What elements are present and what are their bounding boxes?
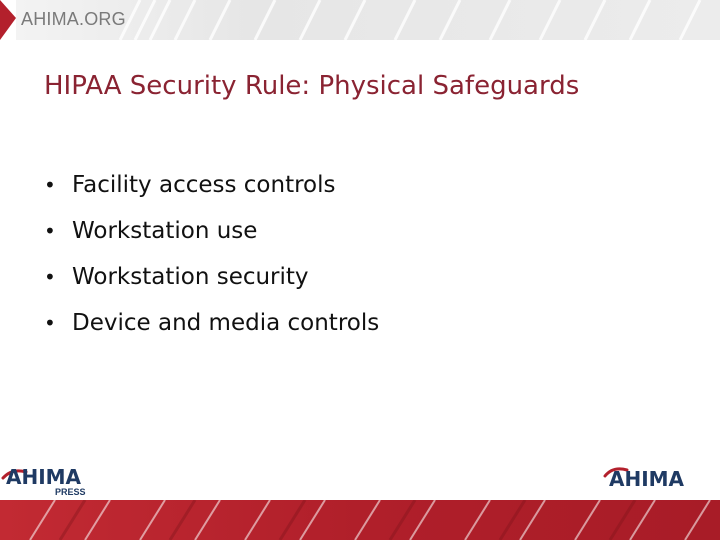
- bullet-text: Workstation use: [72, 218, 258, 244]
- ahima-press-logo: [0, 460, 100, 498]
- bullet-text: Workstation security: [72, 264, 309, 290]
- svg-text:AHIMA: AHIMA: [6, 465, 82, 489]
- header-band: [0, 0, 720, 40]
- bullet-dot-icon: •: [44, 173, 56, 197]
- site-label: AHIMA.ORG: [21, 9, 126, 29]
- svg-text:AHIMA: AHIMA: [609, 467, 685, 490]
- svg-text:PRESS: PRESS: [55, 487, 86, 497]
- bullet-item: [44, 168, 379, 214]
- bullet-text: Facility access controls: [72, 172, 336, 198]
- ahima-logo: [603, 462, 703, 490]
- bullet-dot-icon: •: [44, 219, 56, 243]
- bullet-item: [44, 306, 379, 352]
- footer-stripes: [0, 500, 720, 540]
- footer-band: [0, 500, 720, 540]
- bullet-dot-icon: •: [44, 265, 56, 289]
- bullet-text: Device and media controls: [72, 310, 380, 336]
- bullet-dot-icon: •: [44, 311, 56, 335]
- bullet-item: [44, 260, 379, 306]
- slide-title: HIPAA Security Rule: Physical Safeguards: [44, 71, 580, 101]
- bullet-list: [44, 168, 379, 352]
- bullet-item: [44, 214, 379, 260]
